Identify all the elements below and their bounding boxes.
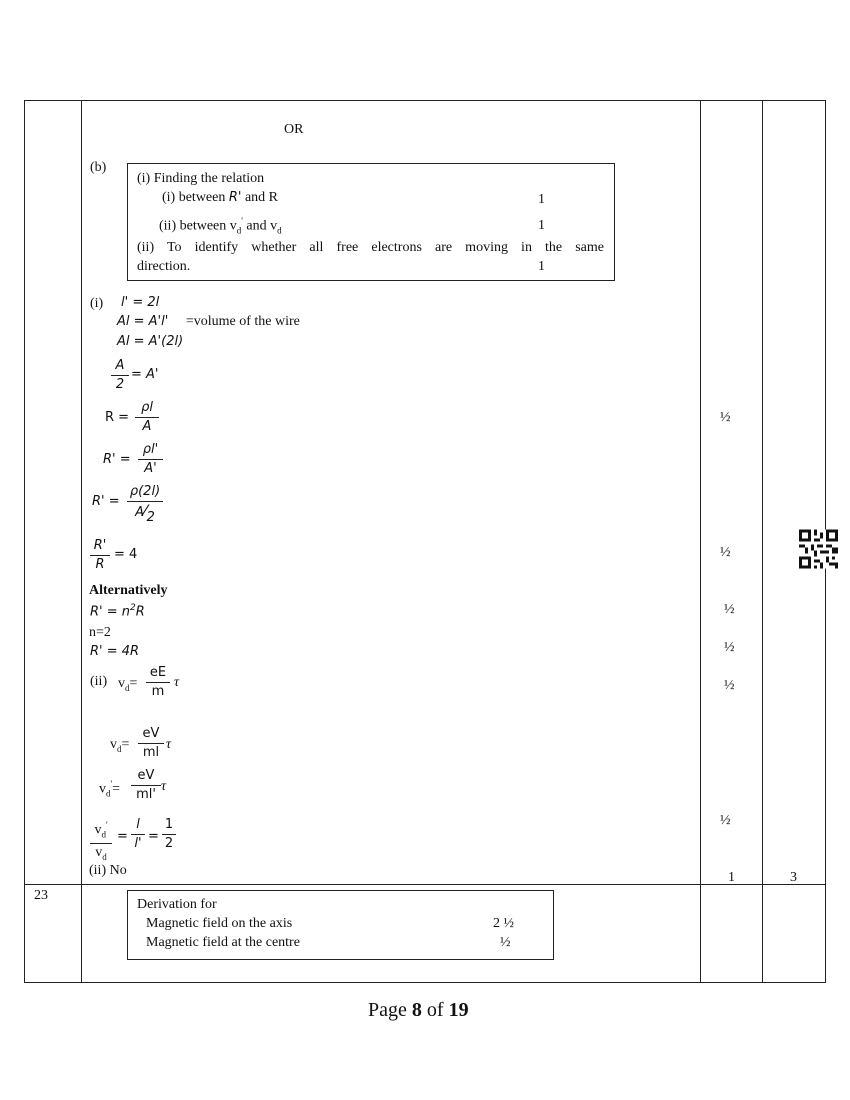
frac-length-ratio-den: l'	[134, 836, 142, 851]
q23-item1-mark: 2 ½	[493, 916, 514, 931]
vd-ratio-eq2: =	[148, 829, 159, 844]
scheme-b-title: (i) Finding the relation	[137, 171, 265, 186]
frac-vd-ratio-num-v: v	[94, 822, 102, 838]
alt-eq1-text: R' = n	[90, 604, 131, 620]
table-bottom-border	[24, 982, 826, 983]
frac-area-half-num: A	[115, 358, 125, 373]
mark-alt1: ½	[724, 602, 735, 617]
col-divider-3	[762, 100, 763, 983]
scheme-b-line2-text: (ii) between	[159, 218, 227, 234]
frac-rp	[138, 442, 163, 477]
frac-ratio-den: R	[95, 557, 105, 572]
vd2-tau: τ	[166, 737, 172, 752]
vd-ratio-eq1: =	[117, 829, 128, 844]
eq-volume-row	[117, 314, 300, 330]
col-border-left	[24, 100, 25, 983]
alt-eq3: R' = 4R	[90, 644, 140, 659]
mark-vd-ratio: ½	[720, 813, 731, 828]
vd1-lhs	[118, 676, 137, 693]
eq-rp-lhs: R' =	[103, 452, 131, 467]
frac-vd2	[138, 726, 164, 761]
frac-vd3	[131, 768, 161, 803]
vd2-sub: d	[117, 743, 122, 754]
footer-total-pages: 19	[448, 999, 469, 1021]
part-b-label: (b)	[90, 160, 107, 175]
scheme-b-line3: (ii) To identify whether all free electrons are moving in the same	[137, 240, 604, 255]
mark-alt2: ½	[724, 640, 735, 655]
scheme-b-line2-and: and v	[246, 218, 278, 234]
mark-no: 1	[728, 870, 735, 885]
mark-ratio: ½	[720, 545, 731, 560]
frac-half	[162, 817, 176, 852]
frac-rp2-den-a: A	[135, 505, 144, 520]
scheme-b-line1-mark: 1	[538, 192, 545, 207]
scheme-b-line1-and: and R	[244, 190, 279, 205]
scheme-b-line2	[159, 216, 282, 235]
frac-ratio-rhs: = 4	[114, 547, 138, 562]
mark-r-formula: ½	[720, 410, 731, 425]
frac-rp2-num: ρ(2l)	[129, 484, 161, 499]
frac-vd-ratio-den-sub: d	[102, 852, 107, 863]
frac-rp-den: A'	[144, 461, 157, 476]
eq-volume-note: =volume of the wire	[185, 314, 300, 329]
or-label: OR	[284, 122, 304, 137]
frac-r-den: A	[142, 419, 152, 434]
scheme-b-line2-v: v	[229, 218, 237, 234]
frac-area-half-den: 2	[115, 377, 125, 392]
eq-rp2-lhs: R' =	[92, 494, 120, 509]
alt-eq1	[90, 603, 145, 619]
vd1-eq: =	[129, 676, 138, 691]
part-i-label: (i)	[90, 296, 104, 311]
vd2-eq: =	[121, 737, 130, 752]
frac-rp2-den: A⁄2	[135, 501, 155, 525]
alternatively-heading: Alternatively	[89, 583, 168, 598]
q23-item1: Magnetic field on the axis	[146, 916, 293, 931]
frac-r	[135, 400, 159, 435]
scheme-b-line2-mark: 1	[538, 218, 545, 233]
frac-vd-ratio-den-v: v	[95, 845, 103, 861]
vd3-lhs	[99, 779, 120, 798]
frac-vd2-den: ml	[142, 745, 160, 760]
frac-rp2-den-2: 2	[146, 510, 155, 525]
scheme-b-line2-sub2: d	[277, 225, 282, 236]
frac-vd1	[146, 665, 170, 700]
footer-page-number: 8	[411, 999, 422, 1021]
frac-r-num: ρl	[141, 400, 153, 415]
frac-vd3-den: ml'	[136, 787, 156, 802]
vd3-sup: '	[110, 779, 113, 789]
frac-vd-ratio-num-sub: d	[101, 829, 106, 840]
page-footer	[368, 999, 469, 1022]
footer-page-prefix: Page	[368, 999, 412, 1021]
frac-vd1-num: eE	[149, 665, 167, 680]
qr-code-image	[799, 529, 838, 569]
footer-of: of	[421, 999, 449, 1021]
frac-ratio	[90, 538, 110, 573]
vd1-v: v	[118, 676, 125, 691]
vd3-tau: τ	[161, 779, 167, 794]
frac-area-half	[111, 358, 129, 393]
scheme-b-line2-sup: '	[241, 216, 243, 226]
q23-scheme-title: Derivation for	[137, 897, 217, 912]
vd1-tau: τ	[174, 675, 180, 690]
frac-rp-num: ρl'	[142, 442, 159, 457]
vd2-v: v	[110, 737, 117, 752]
frac-length-ratio	[131, 817, 145, 852]
scheme-b-line4-mark: 1	[538, 259, 545, 274]
frac-vd1-den: m	[151, 684, 165, 699]
table-top-border	[24, 100, 826, 101]
frac-vd3-num: eV	[137, 768, 155, 783]
vd3-v: v	[99, 781, 106, 797]
alt-eq1-sup: 2	[130, 603, 136, 613]
scheme-b-line4: direction.	[137, 259, 191, 274]
part-ii-label: (ii)	[90, 674, 108, 689]
frac-half-den: 2	[164, 836, 174, 851]
total-mark-q22: 3	[790, 870, 797, 885]
alt-eq2: n=2	[89, 625, 111, 640]
frac-length-ratio-num: l	[136, 817, 140, 832]
q23-item2-mark: ½	[500, 935, 511, 950]
col-divider-2	[700, 100, 701, 983]
frac-vd-ratio	[90, 817, 112, 865]
frac-vd2-num: eV	[142, 726, 160, 741]
frac-vd-ratio-num	[90, 817, 112, 842]
scheme-b-line1-symbol: R'	[228, 190, 242, 205]
vd2-lhs	[110, 737, 129, 754]
scheme-b-line1	[162, 190, 278, 206]
q23-item2: Magnetic field at the centre	[146, 935, 300, 950]
col-divider-1	[81, 100, 82, 983]
part-ii-answer: (ii) No	[89, 863, 127, 878]
frac-ratio-num: R'	[93, 538, 107, 553]
question-number-23: 23	[34, 888, 48, 903]
scheme-b-line2-sub: d	[236, 225, 242, 236]
eq-length-relation: l' = 2l	[121, 295, 160, 310]
frac-vd-ratio-num-sup: '	[105, 820, 108, 830]
frac-area-half-rhs: = A'	[131, 367, 159, 382]
vd3-eq: =	[112, 781, 121, 797]
scheme-b-line1-text: (i) between	[162, 190, 226, 205]
alt-eq1-end: R	[135, 604, 145, 620]
vd1-sub: d	[125, 682, 130, 693]
frac-rp2	[127, 484, 163, 525]
eq-volume: Al = A'l'	[117, 314, 169, 329]
frac-half-num: 1	[164, 817, 174, 832]
row-divider	[24, 884, 826, 885]
eq-r-lhs: R =	[105, 410, 130, 425]
vd3-sub: d	[106, 788, 111, 799]
mark-vd1: ½	[724, 678, 735, 693]
eq-volume-substituted: Al = A'(2l)	[117, 334, 184, 349]
